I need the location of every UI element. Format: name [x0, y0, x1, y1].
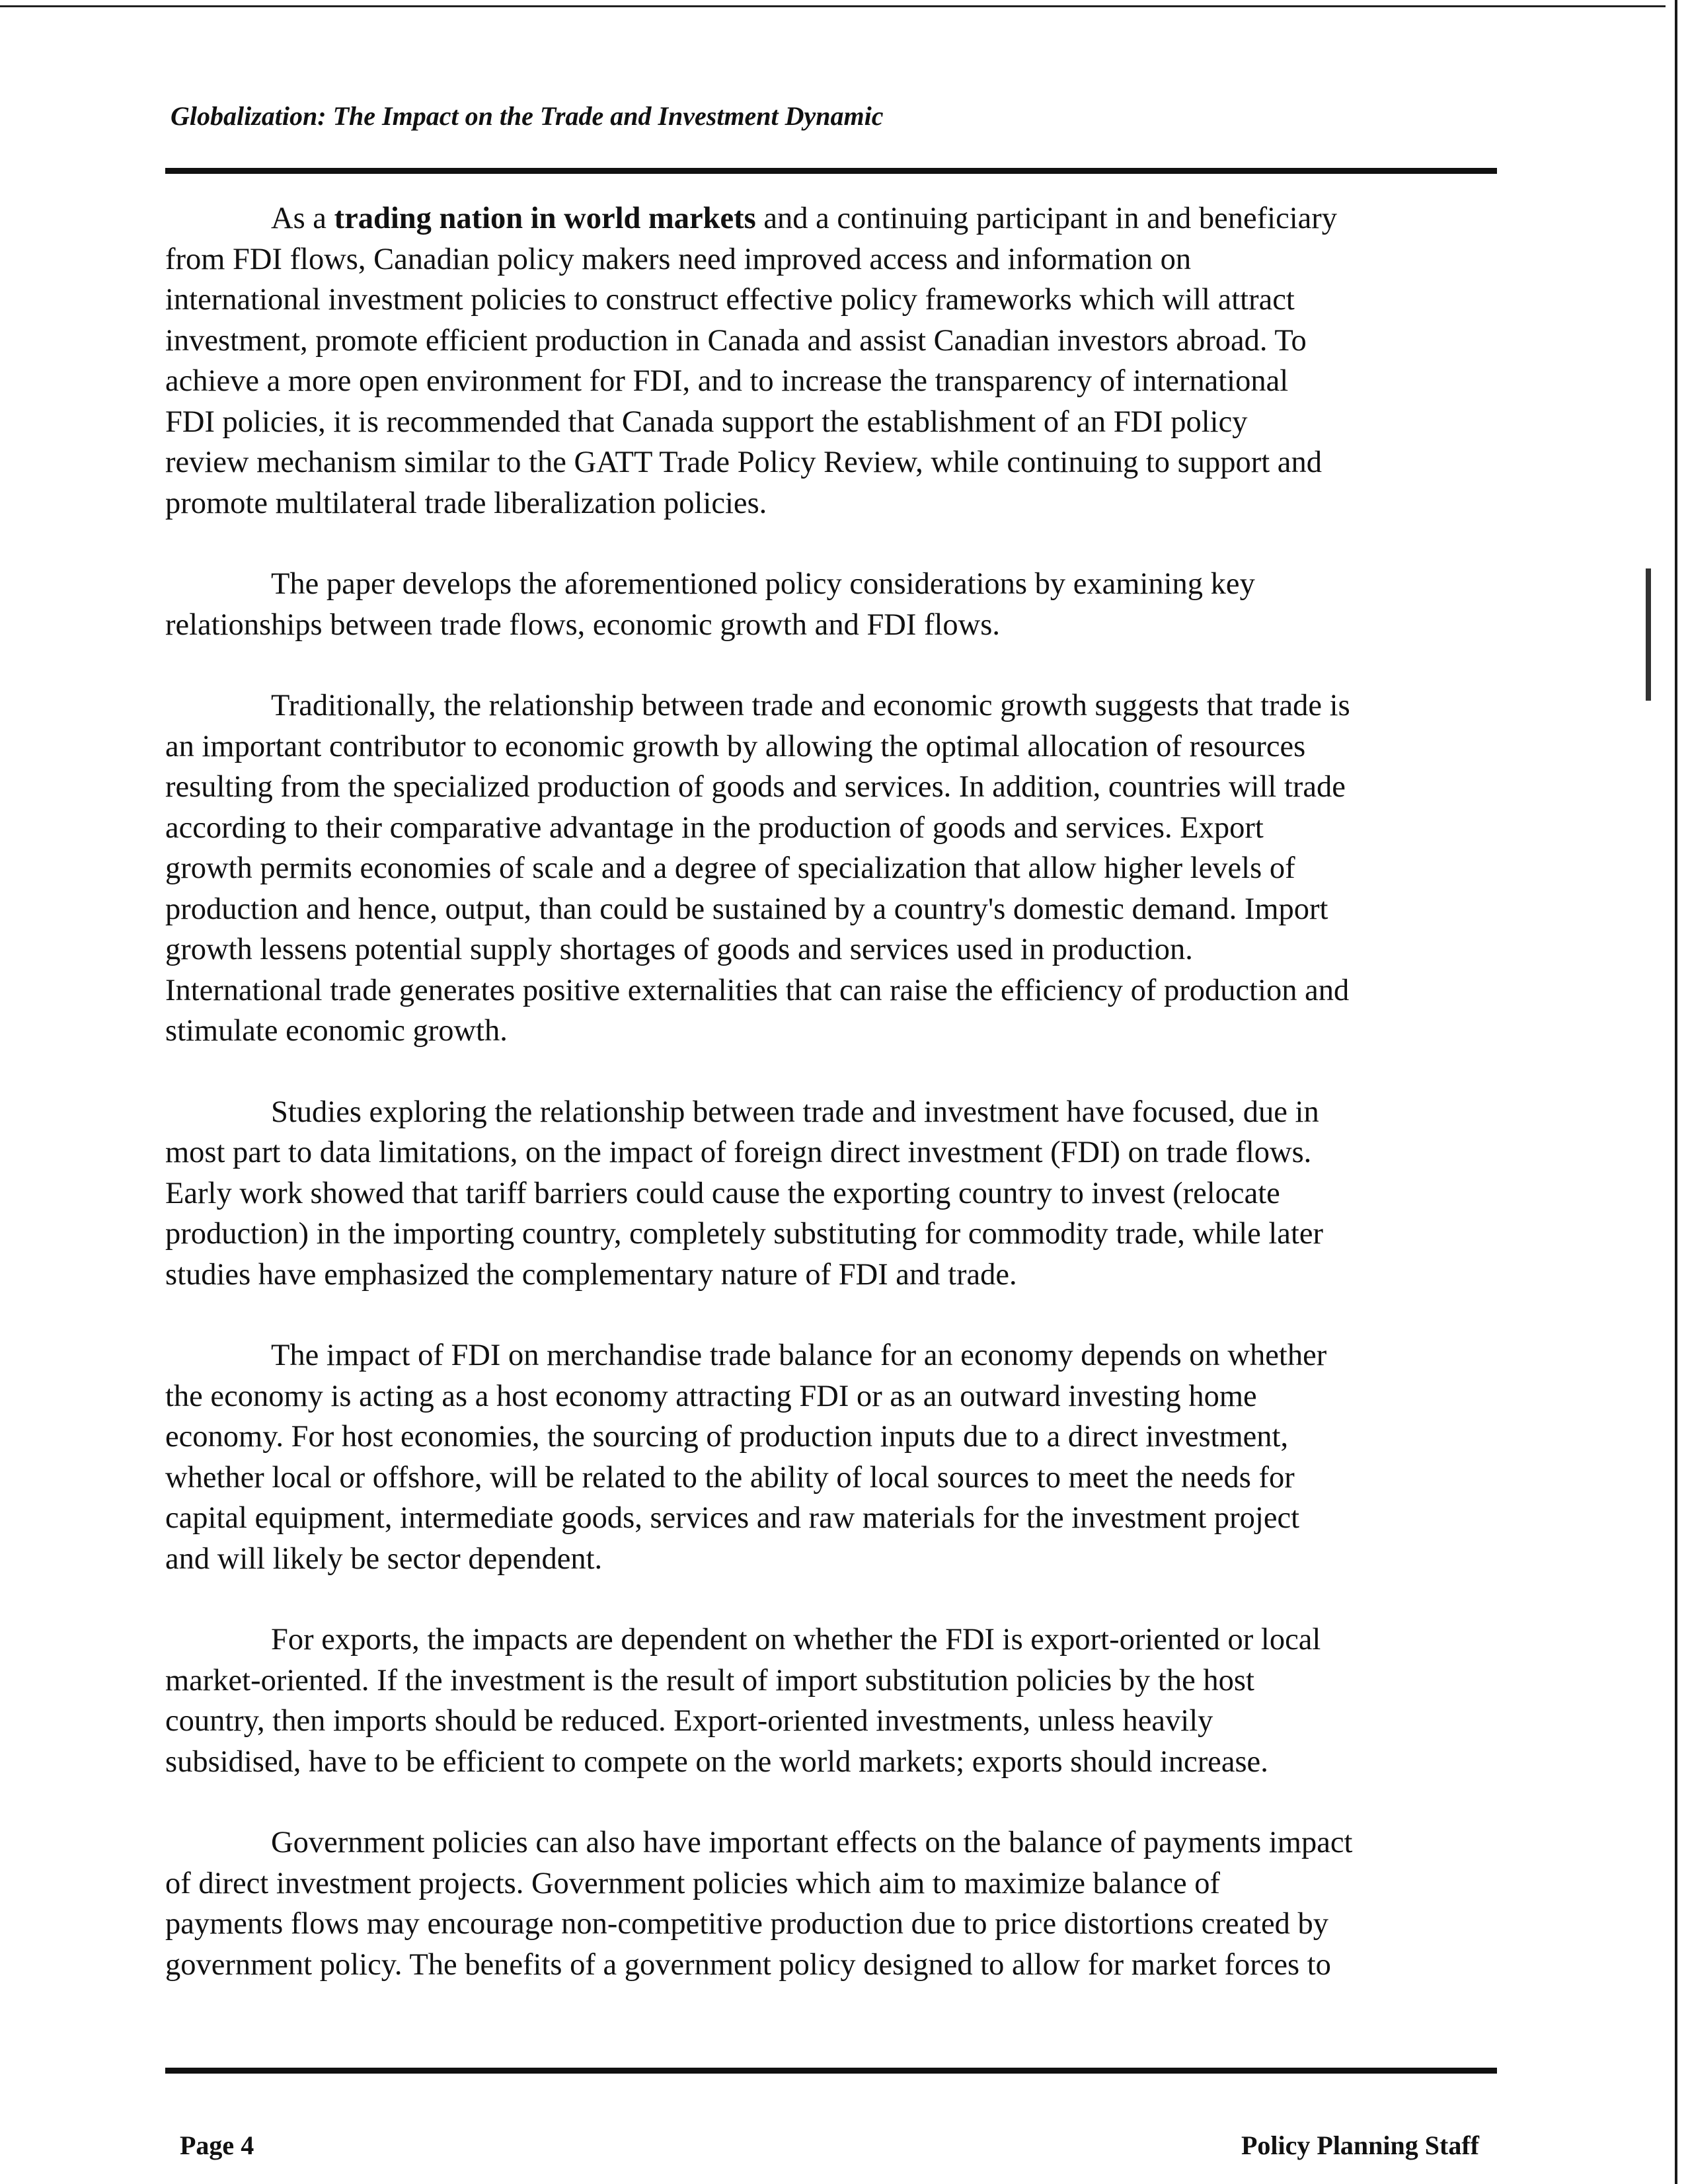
- text-line: most part to data limitations, on the impact of foreign direct investment (FDI) on trade flows.: [165, 1136, 1312, 1169]
- text-line: economy. For host economies, the sourcing of production inputs due to a direct investment,: [165, 1420, 1289, 1454]
- text-line: For exports, the impacts are dependent on whether the FDI is export-oriented or local: [271, 1623, 1321, 1657]
- text-line: investment, promote efficient production in Canada and assist Canadian investors abroad. To: [165, 323, 1307, 358]
- margin-mark: [1646, 568, 1651, 701]
- page-number: Page 4: [180, 2130, 254, 2160]
- paragraph-3: [165, 685, 1507, 1052]
- paragraph-7: [165, 1822, 1507, 1985]
- text-line: international investment policies to construct effective policy frameworks which will attract: [165, 283, 1295, 317]
- text-line: subsidised, have to be efficient to compete on the world markets; exports should increase.: [165, 1744, 1268, 1779]
- text-line: of direct investment projects. Government policies which aim to maximize balance of: [165, 1866, 1220, 1900]
- text-line: growth permits economies of scale and a degree of specialization that allow higher levels of: [165, 851, 1295, 885]
- text-line: the economy is acting as a host economy attracting FDI or as an outward investing home: [165, 1379, 1257, 1413]
- text-line: country, then imports should be reduced. Export-oriented investments, unless heavily: [165, 1704, 1213, 1738]
- text-line: relationships between trade flows, economic growth and FDI flows.: [165, 607, 1000, 642]
- emphasis-text: trading nation in world markets: [334, 202, 756, 235]
- text-line: capital equipment, intermediate goods, services and raw materials for the investment project: [165, 1501, 1300, 1535]
- header-rule: [165, 168, 1497, 174]
- text-line: The impact of FDI on merchandise trade balance for an economy depends on whether: [271, 1339, 1327, 1372]
- text-line: an important contributor to economic growth by allowing the optimal allocation of resources: [165, 729, 1306, 763]
- paragraph-5: [165, 1335, 1507, 1579]
- text-line: payments flows may encourage non-competitive production due to price distortions created by: [165, 1907, 1329, 1941]
- text-line: promote multilateral trade liberalization policies.: [165, 486, 767, 520]
- text-line: production and hence, output, than could be sustained by a country's domestic demand. Import: [165, 892, 1328, 926]
- text-line: International trade generates positive externalities that can raise the efficiency of production and: [165, 973, 1350, 1007]
- text-line: Government policies can also have important effects on the balance of payments impact: [271, 1826, 1353, 1859]
- body-text: [165, 198, 1507, 2025]
- paragraph-4: [165, 1092, 1507, 1296]
- text-line: from FDI flows, Canadian policy makers need improved access and information on: [165, 242, 1192, 276]
- running-header: Globalization: The Impact on the Trade and Investment Dynamic: [171, 101, 884, 131]
- text-line: and will likely be sector dependent.: [165, 1541, 603, 1576]
- text-line: growth lessens potential supply shortages of goods and services used in production.: [165, 933, 1193, 966]
- paragraph-6: [165, 1619, 1507, 1782]
- text-line: Studies exploring the relationship between trade and investment have focused, due in: [271, 1095, 1319, 1129]
- paragraph-1: [165, 198, 1507, 524]
- text-line: achieve a more open environment for FDI, and to increase the transparency of international: [165, 364, 1289, 398]
- text-line: review mechanism similar to the GATT Trade Policy Review, while continuing to support and: [165, 446, 1322, 479]
- scan-edge-top: [0, 5, 1666, 7]
- text-line: The paper develops the aforementioned policy considerations by examining key: [271, 567, 1255, 601]
- text-line: Early work showed that tariff barriers could cause the exporting country to invest (relocate: [165, 1176, 1280, 1210]
- text-line: As a trading nation in world markets and a continuing participant in and beneficiary: [271, 202, 1338, 235]
- text-line: resulting from the specialized production of goods and services. In addition, countries will trade: [165, 770, 1346, 804]
- paragraph-2: [165, 564, 1507, 645]
- text-line: studies have emphasized the complementary nature of FDI and trade.: [165, 1257, 1017, 1292]
- text-line: Traditionally, the relationship between trade and economic growth suggests that trade is: [271, 689, 1350, 722]
- text-line: according to their comparative advantage in the production of goods and services. Export: [165, 810, 1264, 845]
- text-line: whether local or offshore, will be related to the ability of local sources to meet the needs for: [165, 1460, 1295, 1495]
- scan-edge-right: [1675, 0, 1677, 2184]
- footer-rule: [165, 2068, 1497, 2074]
- text-line: market-oriented. If the investment is the result of import substitution policies by the host: [165, 1663, 1254, 1697]
- text-line: FDI policies, it is recommended that Canada support the establishment of an FDI policy: [165, 405, 1248, 439]
- text-line: production) in the importing country, completely substituting for commodity trade, while later: [165, 1217, 1323, 1251]
- footer-department: Policy Planning Staff: [1241, 2130, 1479, 2160]
- text-line: government policy. The benefits of a government policy designed to allow for market forces to: [165, 1947, 1331, 1982]
- text-line: stimulate economic growth.: [165, 1014, 508, 1048]
